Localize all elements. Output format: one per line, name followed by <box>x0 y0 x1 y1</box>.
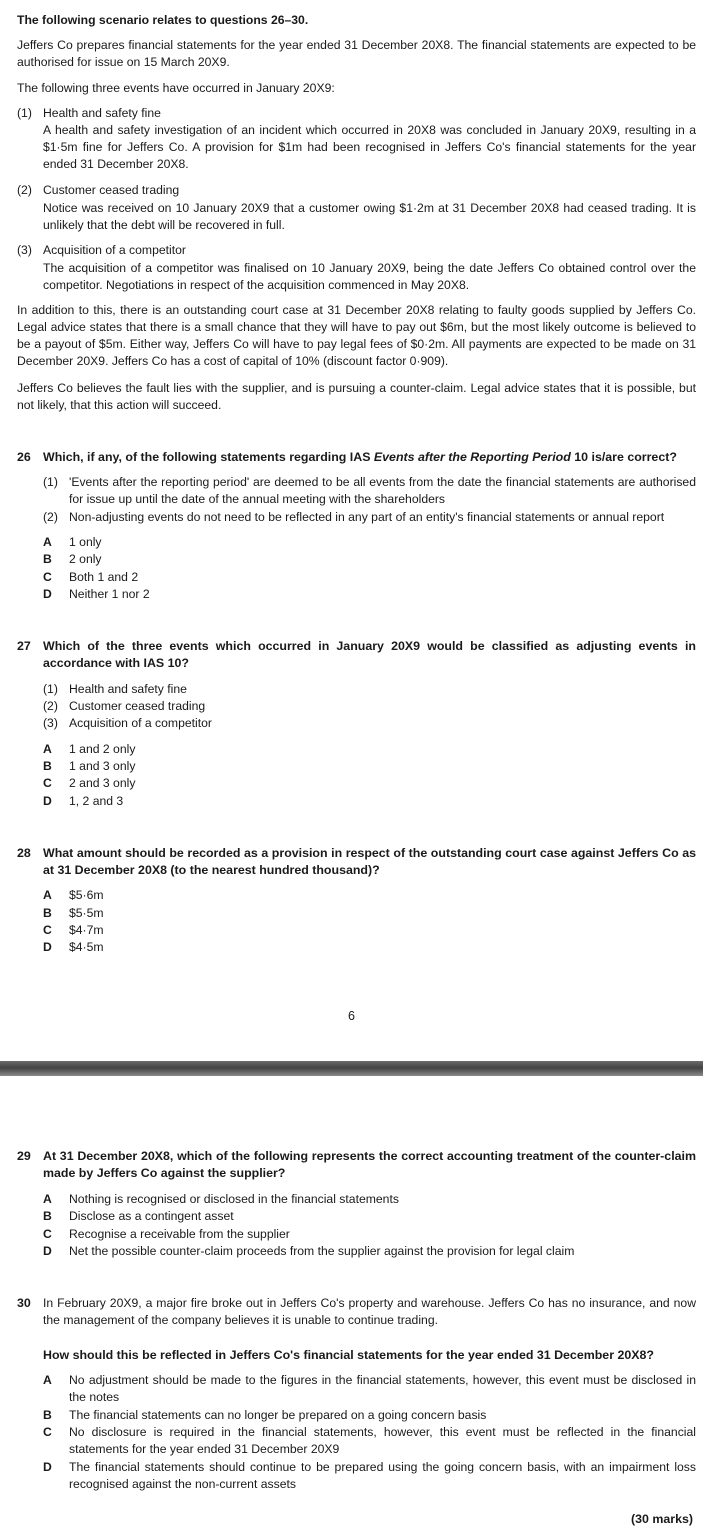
option-letter: B <box>43 906 52 920</box>
question-text: At 31 December 20X8, which of the following represents the correct accounting treatment of the counter-claim made by Jeffers Co against the supplier? <box>43 1149 696 1180</box>
event-title: Acquisition of a competitor <box>43 243 186 257</box>
option-text: $4·5m <box>69 940 104 954</box>
option-text: $5·5m <box>69 906 104 920</box>
statement-text: Health and safety fine <box>69 682 187 696</box>
event-number: (1) <box>17 106 32 120</box>
option-text: 2 and 3 only <box>69 776 136 790</box>
question-number: 27 <box>17 639 31 653</box>
question-text: What amount should be recorded as a provision in respect of the outstanding court case against Jeffers Co as at 31 December 20X8 (to the nearest hundred thousand)? <box>43 846 696 877</box>
statement-text: Non-adjusting events do not need to be reflected in any part of an entity's financial statements or annual report <box>69 510 665 524</box>
option-text: 1 and 3 only <box>69 759 136 773</box>
option-letter: C <box>43 776 52 790</box>
question-number: 30 <box>17 1296 31 1310</box>
page-number: 6 <box>348 1009 355 1023</box>
event-number: (2) <box>17 183 32 197</box>
event-text: A health and safety investigation of an incident which occurred in 20X8 was concluded in January 20X9, resulting in a $1·5m fine for Jeffers Co. A provision for $1m had been recognised in Jeffers Co's financial statements for the year ended 31 December 20X8. <box>43 123 696 171</box>
option-letter: A <box>43 742 52 756</box>
question-text: Which of the three events which occurred in January 20X9 would be classified as adjusting events in accordance with IAS 10? <box>43 639 696 670</box>
option-letter: C <box>43 570 52 584</box>
option-text: Recognise a receivable from the supplier <box>69 1227 290 1241</box>
option-letter: B <box>43 1408 52 1422</box>
option-text: 1 and 2 only <box>69 742 136 756</box>
option-text: Both 1 and 2 <box>69 570 139 584</box>
question-number: 28 <box>17 846 31 860</box>
option-text: 1 only <box>69 535 102 549</box>
option-letter: D <box>43 794 52 808</box>
option-letter: C <box>43 1227 52 1241</box>
option-letter: B <box>43 552 52 566</box>
option-text: No disclosure is required in the financial statements, however, this event must be reflected in the financial statements for the year ended 31 December 20X9 <box>69 1425 696 1456</box>
standard-title: Events after the Reporting Period <box>373 450 571 464</box>
option-letter: C <box>43 1425 52 1439</box>
statement-text: Acquisition of a competitor <box>69 716 212 730</box>
option-text: The financial statements can no longer be prepared on a going concern basis <box>69 1408 487 1422</box>
option-text: 1, 2 and 3 <box>69 794 124 808</box>
option-text: Nothing is recognised or disclosed in the financial statements <box>69 1192 399 1206</box>
event-title: Customer ceased trading <box>43 183 180 197</box>
question-scenario: In February 20X9, a major fire broke out in Jeffers Co's property and warehouse. Jeffers Co has no insurance, and now the management of the company believes it is unable to continue trading. <box>43 1296 696 1327</box>
statement-number: (3) <box>43 716 58 730</box>
option-text: 2 only <box>69 552 102 566</box>
option-text: $5·6m <box>69 888 104 902</box>
option-text: Neither 1 nor 2 <box>69 587 150 601</box>
statement-text: 'Events after the reporting period' are deemed to be all events from the date the financial statements are authorised for issue up until the date of the annual meeting with the shareholders <box>69 475 696 506</box>
scenario-para-2: The following three events have occurred in January 20X9: <box>17 81 335 95</box>
event-text: The acquisition of a competitor was finalised on 10 January 20X9, being the date Jeffers Co obtained control over the competitor. Negotiations in respect of the acquisition commenced in May 20X8. <box>43 261 696 292</box>
statement-text: Customer ceased trading <box>69 699 206 713</box>
question-text-part: 10 is/are correct? <box>570 450 677 464</box>
scenario-para-1: Jeffers Co prepares financial statements for the year ended 31 December 20X8. The financial statements are expected to be authorised for issue on 15 March 20X9. <box>17 38 696 69</box>
option-letter: A <box>43 535 52 549</box>
statement-number: (2) <box>43 510 58 524</box>
total-marks: (30 marks) <box>631 1512 693 1526</box>
option-letter: D <box>43 587 52 601</box>
option-letter: A <box>43 1192 52 1206</box>
page-separator <box>0 1061 703 1076</box>
option-letter: A <box>43 1373 52 1387</box>
event-number: (3) <box>17 243 32 257</box>
scenario-heading: The following scenario relates to questions 26–30. <box>17 13 309 27</box>
event-title: Health and safety fine <box>43 106 161 120</box>
option-letter: D <box>43 1244 52 1258</box>
statement-number: (1) <box>43 682 58 696</box>
option-letter: B <box>43 759 52 773</box>
event-text: Notice was received on 10 January 20X9 that a customer owing $1·2m at 31 December 20X8 had ceased trading. It is unlikely that the debt will be recovered in full. <box>43 201 696 232</box>
option-text: The financial statements should continue to be prepared using the going concern basis, with an impairment loss recognised against the non-current assets <box>69 1460 696 1491</box>
option-text: Net the possible counter-claim proceeds from the supplier against the provision for legal claim <box>69 1244 575 1258</box>
option-text: No adjustment should be made to the figures in the financial statements, however, this event must be disclosed in the notes <box>69 1373 696 1404</box>
question-text <box>43 449 696 466</box>
question-text: How should this be reflected in Jeffers Co's financial statements for the year ended 31 December 20X8? <box>43 1348 654 1362</box>
option-text: Disclose as a contingent asset <box>69 1209 234 1223</box>
scenario-para-3: In addition to this, there is an outstanding court case at 31 December 20X8 relating to faulty goods supplied by Jeffers Co. Legal advice states that there is a small chance that they will have to pay out $6m, but the most likely outcome is believed to be a payout of $5m. Either way, Jeffers Co will have to pay legal fees of $0·2m. All payments are expected to be made on 31 December 20X9. Jeffers Co has a cost of capital of 10% (discount factor 0·909). <box>17 303 696 368</box>
statement-number: (2) <box>43 699 58 713</box>
option-text: $4·7m <box>69 923 104 937</box>
option-letter: D <box>43 1460 52 1474</box>
option-letter: B <box>43 1209 52 1223</box>
statement-number: (1) <box>43 475 58 489</box>
scenario-para-4: Jeffers Co believes the fault lies with the supplier, and is pursuing a counter-claim. Legal advice states that it is possible, but not likely, that this action will succeed. <box>17 381 696 412</box>
option-letter: C <box>43 923 52 937</box>
question-number: 26 <box>17 450 31 464</box>
question-text-part: Which, if any, of the following statements regarding IAS <box>43 450 374 464</box>
question-number: 29 <box>17 1149 31 1163</box>
option-letter: A <box>43 888 52 902</box>
option-letter: D <box>43 940 52 954</box>
